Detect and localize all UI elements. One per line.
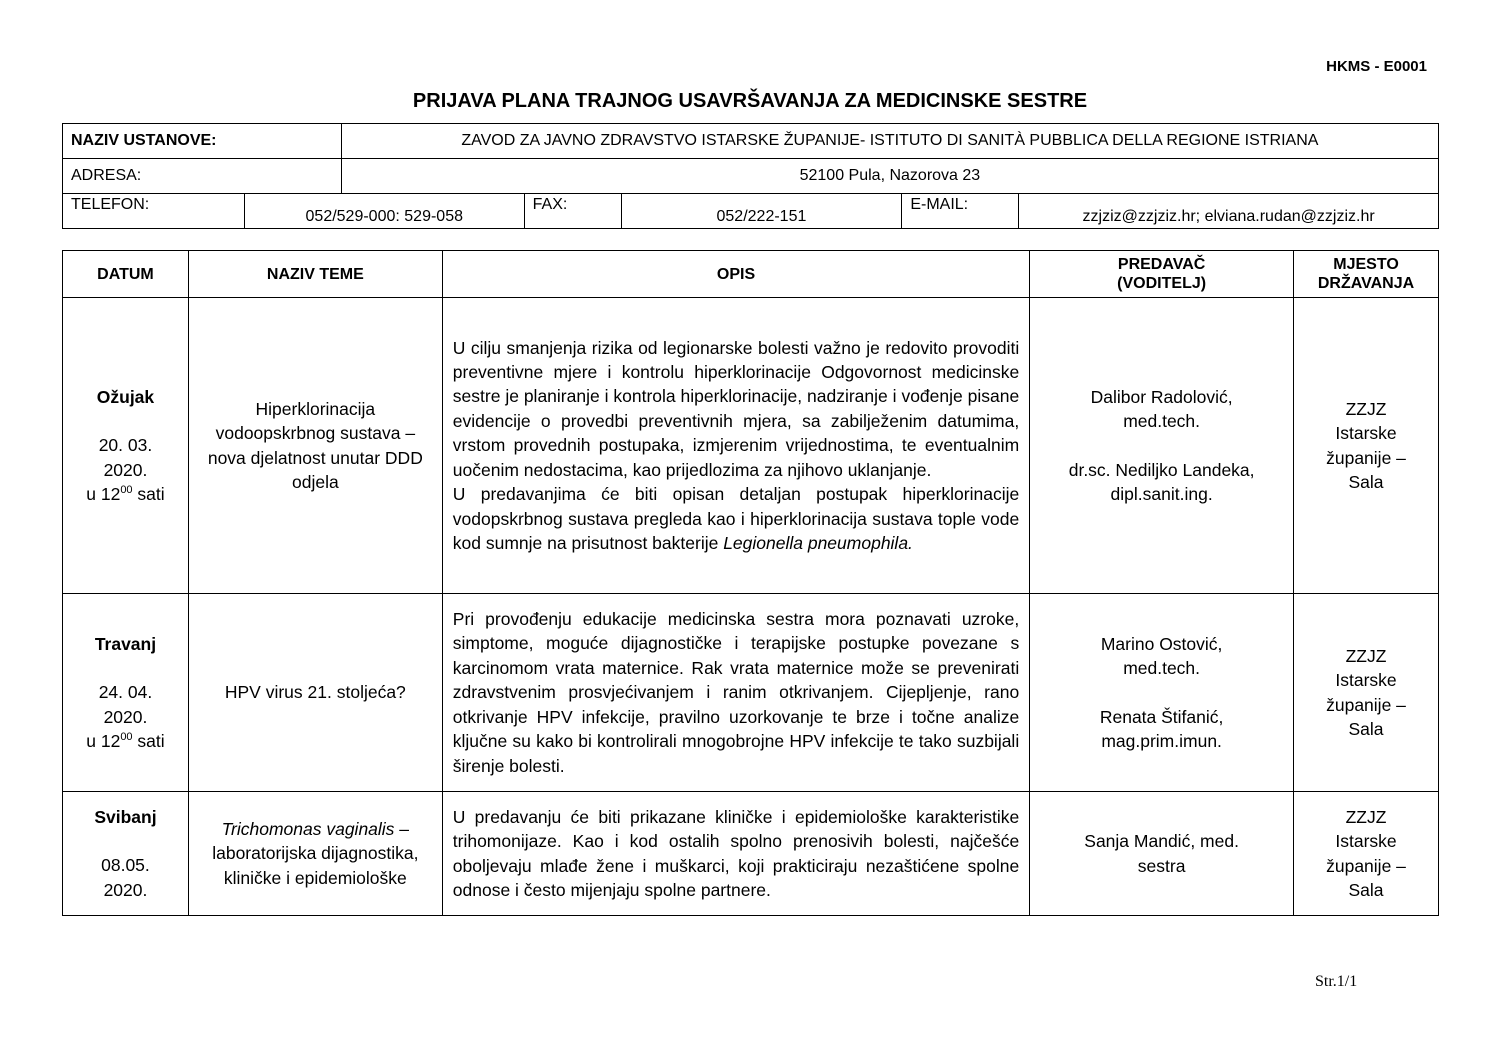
institution-info-table	[62, 123, 1439, 229]
header-predavac: PREDAVAČ (VODITELJ)	[1030, 251, 1294, 298]
header-datum: DATUM	[63, 251, 189, 298]
date-cell: Travanj 24. 04. 2020. u $12^{00}$ sati	[63, 594, 189, 792]
page-title: PRIJAVA PLANA TRAJNOG USAVRŠAVANJA ZA MEDICINSKE SESTRE	[412, 90, 1088, 112]
month-label: Travanj	[94, 633, 157, 654]
fax-label: FAX:	[524, 194, 621, 229]
document-code: HKMS - E0001	[1326, 58, 1427, 75]
month-label: Svibanj	[94, 806, 157, 827]
header-naziv-teme: NAZIV TEME	[188, 251, 442, 298]
description-cell: Pri provođenju edukacije medicinska sestra mora poznavati uzroke, simptome, moguće dijagnostičke i terapijske postupke povezane s karcinomom vrata maternice. Rak vrata maternice može se prevenirati zdravstvenim prosvjećivanjem i ranim otkrivanjem. Cijepljenje, rano otkrivanje HPV infekcije, pravilno uzorkovanje te brze i točne analize ključne su kako bi kontrolirali mnogobrojne HPV infekcije te tako suzbijali širenje bolesti.	[442, 594, 1029, 792]
telefon-value: 052/529-000: 529-058	[244, 194, 524, 229]
speaker-cell: Marino Ostović, med.tech. Renata Štifanić, mag.prim.imun.	[1030, 594, 1294, 792]
header-mjesto: MJESTO DRŽAVANJA	[1294, 251, 1439, 298]
place-cell: ZZJZ Istarske županije – Sala	[1294, 298, 1439, 594]
place-cell: ZZJZ Istarske županije – Sala	[1294, 594, 1439, 792]
adresa-label: ADRESA:	[63, 159, 342, 194]
date-cell: Svibanj 08.05. 2020.	[63, 792, 189, 916]
speaker-cell: Dalibor Radolović, med.tech. dr.sc. Nediljko Landeka, dipl.sanit.ing.	[1030, 298, 1294, 594]
topic-cell: Hiperklorinacija vodoopskrbnog sustava – nova djelatnost unutar DDD odjela	[188, 298, 442, 594]
fax-value: 052/222-151	[621, 194, 902, 229]
telefon-label: TELEFON:	[63, 194, 245, 229]
page-number: Str.1/1	[1315, 973, 1358, 990]
email-value: zzjziz@zzjziz.hr; elviana.rudan@zzjziz.hr	[1019, 194, 1439, 229]
naziv-label: NAZIV USTANOVE:	[63, 124, 342, 159]
table-row	[63, 792, 1439, 916]
month-label: Ožujak	[96, 386, 155, 407]
place-cell: ZZJZ Istarske županije – Sala	[1294, 792, 1439, 916]
description-cell: U cilju smanjenja rizika od legionarske bolesti važno je redovito provoditi preventivne mjere i kontrolu hiperklorinacije Odgovornost medicinske sestre je planiranje i kontrola hiperklorinacije, nadziranje i vođenje pisane evidencije o provedbi preventivnih mjera, sa zabilježenim datumima, vrstom provednih postupaka, izmjerenim vrijednostima, te eventualnim uočenim nedostacima, kao prijedlozima za njihovo uklanjanje. U predavanjima će biti opisan detaljan postupak hiperklorinacije vodopskrbnog sustava pregleda kao i hiperklorinacija sustava tople vode kod sumnje na prisutnost bakterije Legionella pneumophila.	[442, 298, 1029, 594]
table-row	[63, 594, 1439, 792]
topic-cell: HPV virus 21. stoljeća?	[188, 594, 442, 792]
email-label: E-MAIL:	[902, 194, 1019, 229]
speaker-cell: Sanja Mandić, med. sestra	[1030, 792, 1294, 916]
topic-cell: Trichomonas vaginalis – laboratorijska dijagnostika, kliničke i epidemiološke	[188, 792, 442, 916]
naziv-value: ZAVOD ZA JAVNO ZDRAVSTVO ISTARSKE ŽUPANIJE- ISTITUTO DI SANITÀ PUBBLICA DELLA REGIONE ISTRIANA	[341, 124, 1438, 159]
header-row	[63, 251, 1439, 298]
header-opis: OPIS	[442, 251, 1029, 298]
table-row	[63, 298, 1439, 594]
date-cell: Ožujak 20. 03. 2020. u $12^{00}$ sati	[63, 298, 189, 594]
description-cell: U predavanju će biti prikazane kliničke i epidemiološke karakteristike trihomonijaze. Kao i kod ostalih spolno prenosivih bolesti, najčešće oboljevaju mlađe žene i muškarci, koji prakticiraju nezaštićene spolne odnose i često mijenjaju spolne partnere.	[442, 792, 1029, 916]
adresa-value: 52100 Pula, Nazorova 23	[341, 159, 1438, 194]
education-plan-table	[62, 250, 1439, 916]
